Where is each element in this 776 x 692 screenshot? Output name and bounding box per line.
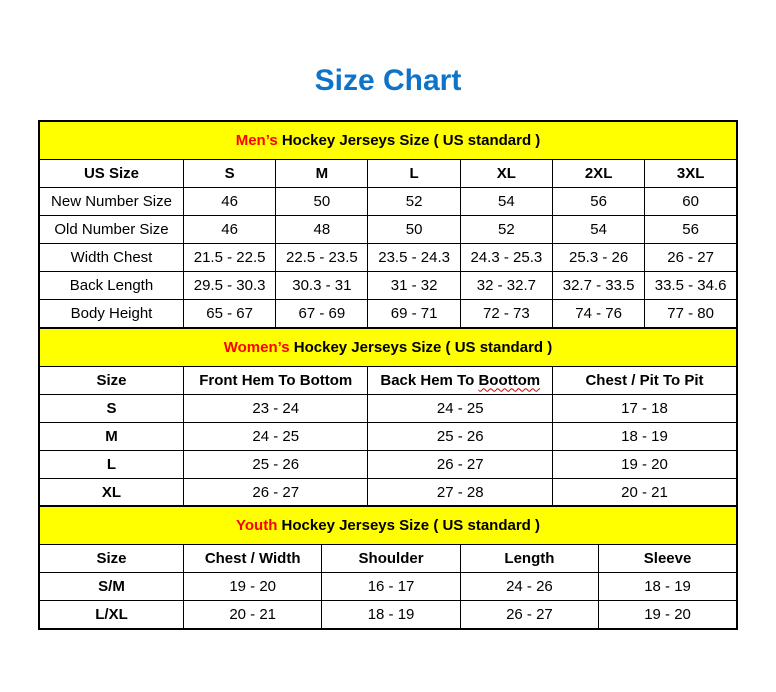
- womens-banner-text: Hockey Jerseys Size ( US standard ): [289, 338, 553, 356]
- mens-value-cell: 32 - 32.7: [460, 272, 552, 300]
- mens-banner-highlight: Men’s: [235, 132, 278, 149]
- mens-banner: [39, 121, 737, 160]
- mens-value-cell: 60: [645, 188, 737, 216]
- mens-table-row: [39, 300, 737, 329]
- mens-value-cell: 31 - 32: [368, 272, 460, 300]
- youth-column-header: [39, 545, 183, 573]
- column-header-label: Size: [96, 371, 127, 389]
- womens-banner: [39, 328, 737, 367]
- mens-value-cell: 50: [276, 188, 368, 216]
- womens-size-table: [38, 327, 738, 508]
- mens-banner-text: Hockey Jerseys Size ( US standard ): [277, 132, 541, 149]
- column-header-label: Back Hem To: [380, 371, 479, 389]
- womens-row-label: L: [39, 450, 183, 478]
- mens-value-cell: 74 - 76: [552, 300, 644, 329]
- mens-value-cell: 77 - 80: [645, 300, 737, 329]
- mens-value-cell: 26 - 27: [645, 244, 737, 272]
- youth-value-cell: 20 - 21: [183, 601, 321, 630]
- mens-value-cell: 54: [460, 188, 552, 216]
- mens-table-row: [39, 216, 737, 244]
- womens-table-row: [39, 478, 737, 507]
- youth-value-cell: 18 - 19: [322, 601, 460, 630]
- mens-value-cell: 67 - 69: [276, 300, 368, 329]
- mens-column-header: [460, 160, 552, 188]
- womens-row-label: M: [39, 422, 183, 450]
- womens-column-header: [368, 366, 553, 394]
- mens-value-cell: 25.3 - 26: [552, 244, 644, 272]
- column-header-label: L: [409, 165, 419, 182]
- youth-value-cell: 18 - 19: [599, 573, 737, 601]
- womens-value-cell: 20 - 21: [552, 478, 737, 507]
- youth-column-header: [460, 545, 598, 573]
- mens-value-cell: 52: [368, 188, 460, 216]
- column-header-label: Sleeve: [643, 550, 692, 567]
- mens-value-cell: 22.5 - 23.5: [276, 244, 368, 272]
- womens-table-row: [39, 394, 737, 422]
- column-header-label: Chest / Pit To Pit: [585, 371, 704, 389]
- mens-column-header: [276, 160, 368, 188]
- mens-value-cell: 56: [645, 216, 737, 244]
- youth-value-cell: 19 - 20: [183, 573, 321, 601]
- womens-value-cell: 27 - 28: [368, 478, 553, 507]
- youth-column-header: [599, 545, 737, 573]
- column-header-label: XL: [496, 165, 516, 182]
- mens-value-cell: 46: [183, 216, 275, 244]
- womens-column-header: [552, 366, 737, 394]
- mens-value-cell: 23.5 - 24.3: [368, 244, 460, 272]
- youth-table-row: [39, 601, 737, 630]
- mens-column-header: [552, 160, 644, 188]
- spellchecked-word: Boottom: [478, 371, 541, 389]
- column-header-label: US Size: [83, 165, 139, 182]
- column-header-label: Size: [96, 550, 127, 567]
- youth-value-cell: 19 - 20: [599, 601, 737, 630]
- youth-row-label: L/XL: [39, 601, 183, 630]
- mens-row-label: Width Chest: [39, 244, 183, 272]
- mens-value-cell: 72 - 73: [460, 300, 552, 329]
- youth-size-table: [38, 505, 738, 630]
- mens-value-cell: 48: [276, 216, 368, 244]
- womens-value-cell: 18 - 19: [552, 422, 737, 450]
- mens-column-header: [39, 160, 183, 188]
- column-header-label: 3XL: [676, 165, 705, 182]
- column-header-label: S: [224, 165, 235, 182]
- mens-value-cell: 30.3 - 31: [276, 272, 368, 300]
- womens-column-header: [183, 366, 368, 394]
- youth-table-row: [39, 573, 737, 601]
- column-header-label: Length: [504, 550, 555, 567]
- page-title: Size Chart: [314, 64, 462, 97]
- mens-column-header: [368, 160, 460, 188]
- column-header-label: M: [315, 165, 329, 182]
- column-header-label: Chest / Width: [204, 550, 301, 567]
- mens-value-cell: 24.3 - 25.3: [460, 244, 552, 272]
- youth-banner-row: [39, 506, 737, 545]
- womens-value-cell: 26 - 27: [368, 450, 553, 478]
- youth-value-cell: 24 - 26: [460, 573, 598, 601]
- mens-size-table: [38, 120, 738, 329]
- column-header-label: Front Hem To Bottom: [199, 371, 353, 389]
- column-header-label: 2XL: [584, 165, 613, 182]
- womens-row-label: XL: [39, 478, 183, 507]
- womens-value-cell: 25 - 26: [368, 422, 553, 450]
- mens-value-cell: 54: [552, 216, 644, 244]
- youth-row-label: S/M: [39, 573, 183, 601]
- youth-header-row: [39, 545, 737, 573]
- mens-value-cell: 69 - 71: [368, 300, 460, 329]
- mens-row-label: Old Number Size: [39, 216, 183, 244]
- womens-header-row: [39, 366, 737, 394]
- womens-value-cell: 26 - 27: [183, 478, 368, 507]
- column-header-label: Shoulder: [358, 550, 424, 567]
- youth-column-header: [322, 545, 460, 573]
- mens-value-cell: 32.7 - 33.5: [552, 272, 644, 300]
- mens-value-cell: 21.5 - 22.5: [183, 244, 275, 272]
- womens-table-row: [39, 450, 737, 478]
- womens-value-cell: 23 - 24: [183, 394, 368, 422]
- womens-value-cell: 24 - 25: [368, 394, 553, 422]
- mens-value-cell: 33.5 - 34.6: [645, 272, 737, 300]
- youth-banner-highlight: Youth: [236, 517, 278, 534]
- mens-value-cell: 52: [460, 216, 552, 244]
- mens-value-cell: 56: [552, 188, 644, 216]
- womens-value-cell: 25 - 26: [183, 450, 368, 478]
- womens-value-cell: 19 - 20: [552, 450, 737, 478]
- womens-column-header: [39, 366, 183, 394]
- mens-column-header: [645, 160, 737, 188]
- mens-banner-row: [39, 121, 737, 160]
- youth-column-header: [183, 545, 321, 573]
- mens-table-row: [39, 244, 737, 272]
- mens-table-row: [39, 188, 737, 216]
- womens-table-row: [39, 422, 737, 450]
- youth-banner-text: Hockey Jerseys Size ( US standard ): [277, 517, 540, 534]
- mens-row-label: Body Height: [39, 300, 183, 329]
- youth-value-cell: 26 - 27: [460, 601, 598, 630]
- size-tables: [38, 120, 738, 630]
- womens-value-cell: 17 - 18: [552, 394, 737, 422]
- mens-column-header: [183, 160, 275, 188]
- womens-row-label: S: [39, 394, 183, 422]
- womens-value-cell: 24 - 25: [183, 422, 368, 450]
- youth-banner: [39, 506, 737, 545]
- mens-row-label: New Number Size: [39, 188, 183, 216]
- mens-value-cell: 46: [183, 188, 275, 216]
- mens-value-cell: 29.5 - 30.3: [183, 272, 275, 300]
- womens-banner-row: [39, 328, 737, 367]
- mens-header-row: [39, 160, 737, 188]
- mens-row-label: Back Length: [39, 272, 183, 300]
- youth-value-cell: 16 - 17: [322, 573, 460, 601]
- mens-table-row: [39, 272, 737, 300]
- mens-value-cell: 50: [368, 216, 460, 244]
- mens-value-cell: 65 - 67: [183, 300, 275, 329]
- womens-banner-highlight: Women’s: [223, 338, 290, 356]
